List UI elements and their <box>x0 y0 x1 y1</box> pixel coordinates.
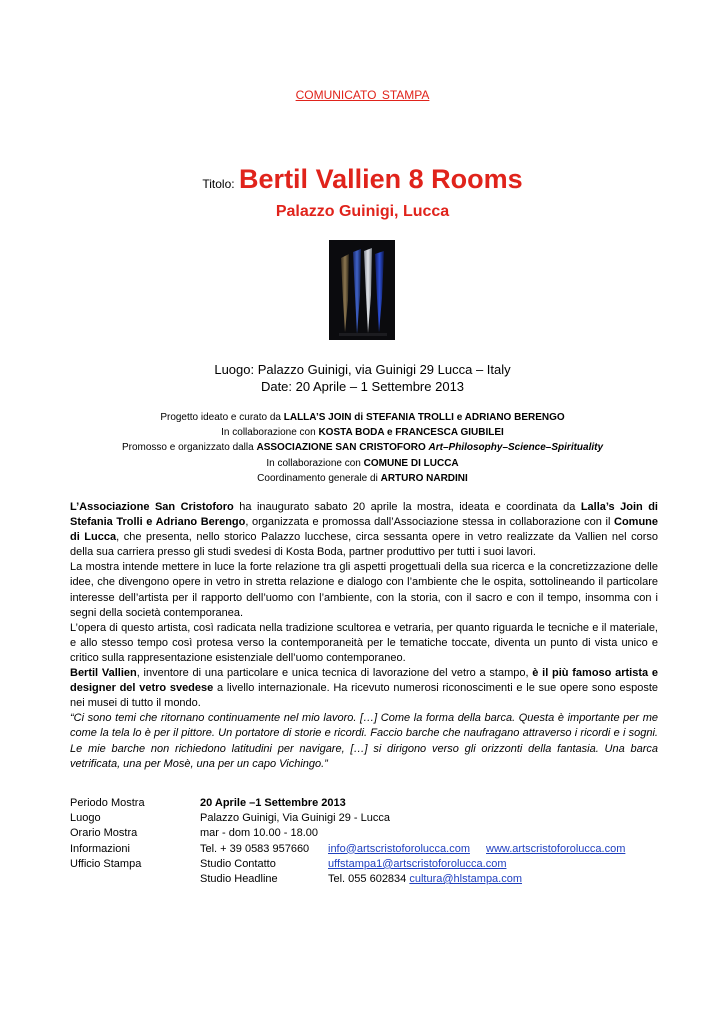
credit-line-coordination: Coordinamento generale di ARTURO NARDINI <box>257 472 468 484</box>
press-office-email-link[interactable]: uffstampa1@artscristoforolucca.com <box>328 857 507 870</box>
glass-sculptures-image <box>329 240 395 340</box>
press-release-header: COMUNICATO STAMPA <box>295 88 430 102</box>
headline-email-link[interactable]: cultura@hlstampa.com <box>409 872 523 885</box>
info-email-link[interactable]: info@artscristoforolucca.com <box>328 842 470 855</box>
artist-quote: “Ci sono temi che ritornano continuamente nel mio lavoro. […] Come la forma della barca. Questa è importante per me come la tela lo è per il pittore. Un portatore di storie e ricordi. Faccio barche che naufragano attraverso i ricordi e i sogni. Le mie barche non richiedono latitudini per navigare, […] si dirigono verso gli orizzonti della fantasia. Una barca vetrificata, una per Mosè, una per un capo Vichingo.” <box>70 712 658 770</box>
event-date: Date: 20 Aprile – 1 Settembre 2013 <box>260 379 465 394</box>
body-paragraph-intro: L’Associazione San Cristoforo ha inaugurato sabato 20 aprile la mostra, ideata e coordinata da Lalla’s Join di Stefania Trolli e Adriano Berengo, organizzata e promossa dall’Associazione stessa in collaborazione con il Comune di Lucca, che presenta, nello storico Palazzo lucchese, circa sessanta opere in vetro realizzate da Vallien nel corso della sua carriera presso gli studi svedesi di Kosta Boda, partner produttivo per tutti i suoi lavori. <box>70 501 659 559</box>
title-prefix: Titolo: <box>202 177 235 191</box>
event-place: Luogo: Palazzo Guinigi, via Guinigi 29 Lucca – Italy <box>214 362 511 377</box>
title-line <box>0 164 725 195</box>
website-link[interactable]: www.artscristoforolucca.com <box>486 842 626 855</box>
body-paragraph-artist-work: L’opera di questo artista, così radicata nella tradizione scultorea e vetraria, per quanto riguarda le tecniche e il materiale, e allo stesso tempo così protesa verso la contemporaneità per le tematiche toccate, diventa un punto di vista unico e critico sulla rappresentazione esistenziale dell’uomo contemporaneo. <box>70 621 658 664</box>
credit-line-municipality: In collaborazione con COMUNE DI LUCCA <box>266 457 459 469</box>
artwork-photo <box>329 240 395 340</box>
exhibition-title: Bertil Vallien 8 Rooms <box>239 164 523 194</box>
body-paragraph-artist-bio: Bertil Vallien, inventore di una particolare e unica tecnica di lavorazione del vetro a stampo, è il più famoso artista e designer del vetro svedese a livello internazionale. Ha ricevuto numerosi riconoscimenti e le sue opere sono esposte nei musei di tutto il mondo. <box>70 667 659 710</box>
credit-line-promoter: Promosso e organizzato dalla ASSOCIAZIONE SAN CRISTOFORO Art–Philosophy–Science–Spirituality <box>121 442 604 454</box>
press-body <box>70 500 658 772</box>
credit-line-collaboration: In collaborazione con KOSTA BODA e FRANCESCA GIUBILEI <box>221 427 504 439</box>
credit-line-project: Progetto ideato e curato da LALLA’S JOIN di STEFANIA TROLLI e ADRIANO BERENGO <box>160 412 565 423</box>
body-paragraph-exhibition: La mostra intende mettere in luce la forte relazione tra gli aspetti progettuali della sua ricerca e la concretizzazione delle idee, che divengono opere in vetro in stretta relazione e dialogo con l’ambiente che le ospita, sottolineando il particolare interesse dell’artista per il rapporto dell’uomo con l’ambiente, con la storia, con il sacro e con il tempo, insomma con i segni della società contemporanea. <box>70 561 658 619</box>
press-release-page: COMUNICATO STAMPA Titolo: Bertil Vallien 8 Rooms Palazzo Guinigi, Lucca Luogo: Palazzo Guinigi, via Guinigi 29 Lucca – Italy Date: 20 Aprile – 1 Settembre 2013 Progetto ideato e curato da LALLA’S JOIN di STEFANIA TROLLI e ADRIANO BERENGO In collaborazione con KOSTA BODA e FRANCESCA GIUBILEI Promosso e organizzato dalla ASSOCIAZIONE SAN CRISTOFORO Art–Philosophy–Science–Spirituality In collaborazione con COMUNE DI LUCCA Coordinamento generale di ARTURO NARDINI L’Associazione San Cristoforo ha inaugurato sabato 20 aprile la mostra, ideata e coordinata da Lalla’s Join di Stefania Trolli e Adriano Berengo, organizzata e promossa dall’Associazione stessa in collaborazione con il Comune di Lucca, che presenta, nello storico Palazzo lucchese, circa sessanta opere in vetro realizzate da Vallien nel corso della sua carriera presso gli studi svedesi di Kosta Boda, partner produttivo per tutti i suoi lavori. La mostra intende mettere in luce la forte relazione tra gli aspetti progettuali della sua ricerca e la concretizzazione delle idee, che divengono opere in vetro in stretta relazione e dialogo con l’ambiente che le ospita, sottolineando il particolare interesse dell’artista per il rapporto dell’uomo con l’ambiente, con la storia, con il sacro e con il tempo, insomma con i segni della società contemporanea. L’opera di questo artista, così radicata nella tradizione scultorea e vetraria, per quanto riguarda le tecniche e il materiale, e allo stesso tempo così protesa verso la contemporaneità per le tematiche toccate, diventa un punto di vista unico e critico sulla rappresentazione esistenziale dell’uomo contemporaneo. Bertil Vallien, inventore di una particolare e unica tecnica di lavorazione del vetro a stampo, è il più famoso artista e designer del vetro svedese a livello internazionale. Ha ricevuto numerosi riconoscimenti e le sue opere sono esposte nei musei di tutto il mondo. “Ci sono temi che ritornano continuamente nel mio lavoro. […] Come la forma della barca. Questa è importante per me come la tela lo è per il pittore. Un portatore di storie e ricordi. Faccio barche che naufragano attraverso i ricordi e i sogni. Le mie barche non richiedono latitudini per navigare, […] si dirigono verso gli orizzonti della fantasia. Una barca vetrificata, una per Mosè, una per un capo Vichingo.” Periodo Mostra 20 Aprile –1 Settembre 2013 Luogo Palazzo Guinigi, Via Guinigi 29 - Lucca Orario Mostra mar - dom 10.00 - 18.00 Informazioni Tel. + 39 0583 957660 info@artscristoforolucca.com www.artscristoforolucca.com Ufficio Stampa Studio Contatto uffstampa1@artscristoforolucca.com Studio Headline Tel. 055 602834 cultura@hlstampa.com <box>0 0 725 1024</box>
exhibition-venue: Palazzo Guinigi, Lucca <box>275 203 450 220</box>
credits-block <box>0 410 725 486</box>
